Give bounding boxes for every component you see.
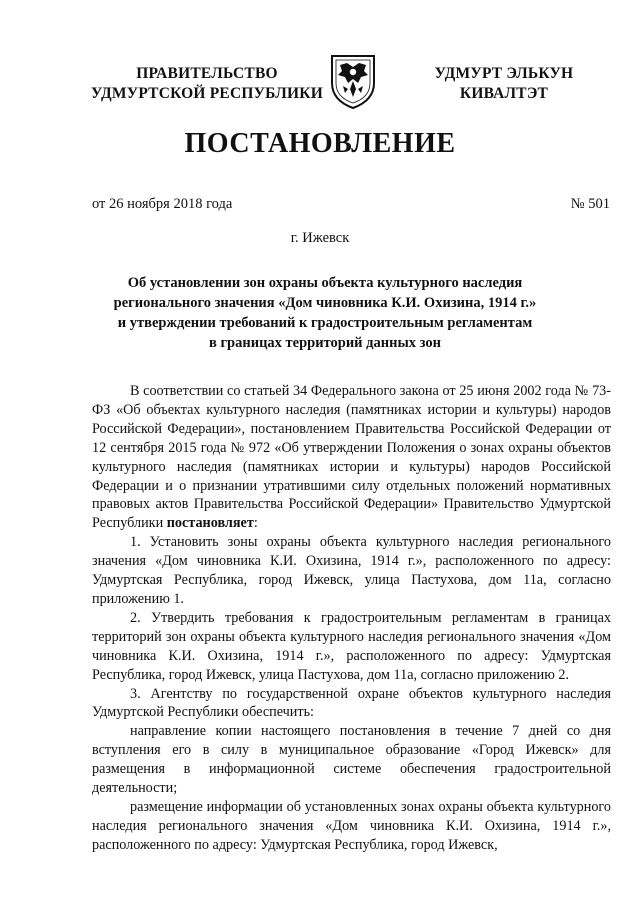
document-number: № 501	[570, 196, 610, 212]
item-1-paragraph: 1. Установить зоны охраны объекта культурного наследия регионального значения «Дом чиновника К.И. Охизина, 1914 г.», расположенного по адресу: Удмуртская Республика, город Ижевск, улица Пастухова, дом 11а, согласно приложению 1.	[92, 534, 611, 607]
issuer-line-1: ПРАВИТЕЛЬСТВО	[136, 65, 278, 82]
issuer-line-2: УДМУРТСКОЙ РЕСПУБЛИКИ	[91, 85, 323, 102]
decree-word: постановляет	[166, 515, 254, 532]
subject-line-2: регионального значения «Дом чиновника К.И. Охизина, 1914 г.»	[113, 295, 537, 311]
subject-line-1: Об установлении зон охраны объекта культурного наследия	[127, 275, 523, 291]
issuer-name-udmurt	[424, 64, 584, 104]
preamble-text: В соответствии со статьей 34 Федерального закона от 25 июня 2002 года № 73-ФЗ «Об объектах культурного наследия (памятниках истории и культуры) народов Российской Федерации», постановлением Правительства Российской Федерации от 12 сентября 2015 года № 972 «Об утверждении Положения о зонах охраны объектов культурного наследия (памятниках истории и культуры) народов Российской Федерации и о признании утратившими силу отдельных положений нормативных правовых актов Правительства Российской Федерации» Правительство Удмуртской Республики	[92, 383, 611, 532]
issuer-udmurt-line-2: КИВАЛТЭТ	[459, 85, 549, 102]
subject-line-4: в границах территорий данных зон	[209, 335, 441, 351]
item-3b-paragraph: размещение информации об установленных зонах охраны объекта культурного наследия регионального значения «Дом чиновника К.И. Охизина, 1914 г.», расположенного по адресу: Удмуртская Республика, город Ижевск,	[92, 798, 611, 853]
issuer-udmurt-line-1: УДМУРТ ЭЛЬКУН	[434, 65, 574, 82]
item-3-paragraph: 3. Агентству по государственной охране объектов культурного наследия Удмуртской Республики обеспечить:	[92, 685, 611, 721]
document-body	[92, 382, 611, 855]
document-date: от 26 ноября 2018 года	[92, 196, 233, 212]
item-3a-paragraph: направление копии настоящего постановления в течение 7 дней со дня вступления его в силу в муниципальное образование «Город Ижевск» для размещения в информационной системе обеспечения градостроительной деятельности;	[92, 723, 611, 797]
udmurtia-coat-of-arms-icon	[328, 53, 378, 109]
decree-colon: :	[253, 515, 258, 532]
document-subject	[90, 273, 560, 353]
item-2-paragraph: 2. Утвердить требования к градостроительным регламентам в границах территорий зон охраны объекта культурного наследия регионального значения «Дом чиновника К.И. Охизина, 1914 г.», расположенного по адресу: Удмуртская Республика, город Ижевск, улица Пастухова, дом 11а, согласно приложению 2.	[92, 609, 611, 683]
document-title: ПОСТАНОВЛЕНИЕ	[184, 128, 456, 159]
issuer-name-russian	[82, 64, 332, 104]
preamble-paragraph	[92, 382, 611, 533]
subject-line-3: и утверждении требований к градостроительным регламентам	[117, 315, 533, 331]
document-city: г. Ижевск	[290, 230, 350, 246]
